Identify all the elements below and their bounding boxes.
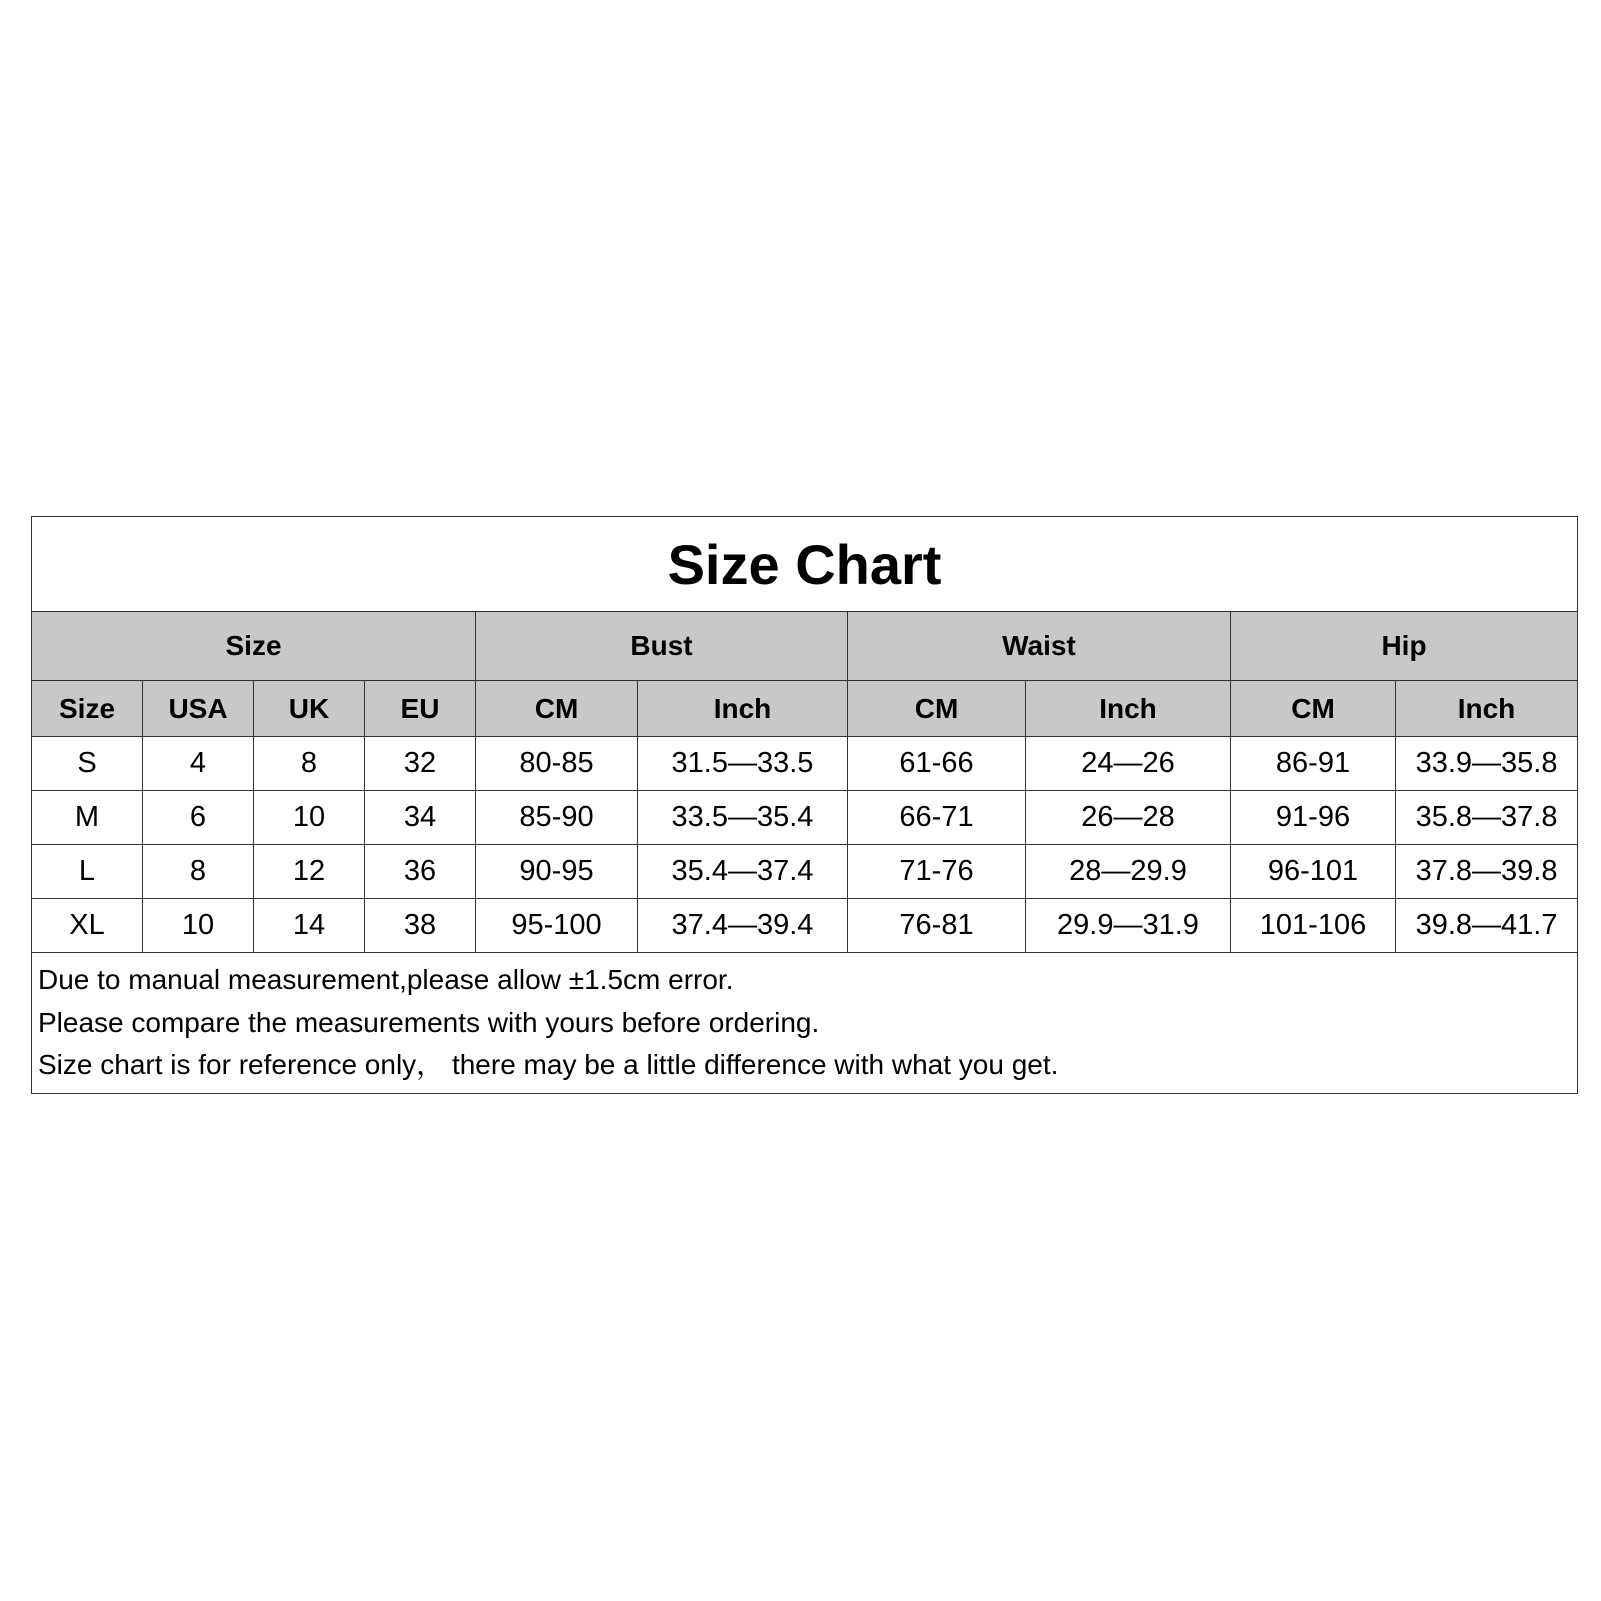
table-row (32, 737, 1578, 791)
table-cell: 34 (365, 791, 476, 845)
table-cell: 10 (254, 791, 365, 845)
note-line: Size chart is for reference only， there may be a little difference with what you get. (38, 1049, 1059, 1080)
note-line: Due to manual measurement,please allow ±1.5cm error. (38, 964, 734, 995)
table-cell: 8 (254, 737, 365, 791)
table-cell: 26—28 (1026, 791, 1231, 845)
group-header-size: Size (32, 612, 476, 681)
sub-header-usa: USA (143, 681, 254, 737)
table-cell: 80-85 (476, 737, 638, 791)
table-cell: 39.8—41.7 (1396, 899, 1578, 953)
table-cell: 76-81 (848, 899, 1026, 953)
table-cell: 33.9—35.8 (1396, 737, 1578, 791)
table-cell: 86-91 (1231, 737, 1396, 791)
table-row (32, 845, 1578, 899)
sub-header-eu: EU (365, 681, 476, 737)
table-cell: 12 (254, 845, 365, 899)
table-cell: 8 (143, 845, 254, 899)
table-cell: 85-90 (476, 791, 638, 845)
sub-header-uk: UK (254, 681, 365, 737)
table-cell: 90-95 (476, 845, 638, 899)
sub-header-size: Size (32, 681, 143, 737)
table-cell: 91-96 (1231, 791, 1396, 845)
table-cell: 6 (143, 791, 254, 845)
table-cell: 35.8—37.8 (1396, 791, 1578, 845)
sub-header-waist-inch: Inch (1026, 681, 1231, 737)
table-cell: L (32, 845, 143, 899)
notes-row (32, 953, 1578, 1094)
sub-header-bust-cm: CM (476, 681, 638, 737)
note-line: Please compare the measurements with yours before ordering. (38, 1006, 820, 1038)
table-cell: 32 (365, 737, 476, 791)
table-cell: XL (32, 899, 143, 953)
table-cell: 37.8—39.8 (1396, 845, 1578, 899)
table-cell: 95-100 (476, 899, 638, 953)
table-cell: 33.5—35.4 (638, 791, 848, 845)
table-cell: 66-71 (848, 791, 1026, 845)
chart-title: Size Chart (32, 517, 1578, 612)
table-cell: 4 (143, 737, 254, 791)
table-cell: 24—26 (1026, 737, 1231, 791)
group-header-bust: Bust (476, 612, 848, 681)
group-header-waist: Waist (848, 612, 1231, 681)
table-cell: 61-66 (848, 737, 1026, 791)
table-cell: 14 (254, 899, 365, 953)
table-cell: 101-106 (1231, 899, 1396, 953)
table-cell: 37.4—39.4 (638, 899, 848, 953)
table-cell: 10 (143, 899, 254, 953)
sub-header-hip-cm: CM (1231, 681, 1396, 737)
table-cell: S (32, 737, 143, 791)
sub-header-hip-inch: Inch (1396, 681, 1578, 737)
header-group-row (32, 612, 1578, 681)
table-row (32, 791, 1578, 845)
table-cell: M (32, 791, 143, 845)
title-row (32, 517, 1578, 612)
table-cell: 38 (365, 899, 476, 953)
table-cell: 28—29.9 (1026, 845, 1231, 899)
table-cell: 96-101 (1231, 845, 1396, 899)
table-row (32, 899, 1578, 953)
table-cell: 29.9—31.9 (1026, 899, 1231, 953)
sub-header-row (32, 681, 1578, 737)
size-chart (31, 516, 1577, 1094)
table-cell: 36 (365, 845, 476, 899)
table-cell: 31.5—33.5 (638, 737, 848, 791)
table-cell: 35.4—37.4 (638, 845, 848, 899)
size-chart-table (31, 516, 1578, 1094)
table-cell: 71-76 (848, 845, 1026, 899)
sub-header-bust-inch: Inch (638, 681, 848, 737)
group-header-hip: Hip (1231, 612, 1578, 681)
sub-header-waist-cm: CM (848, 681, 1026, 737)
notes (32, 953, 1578, 1094)
